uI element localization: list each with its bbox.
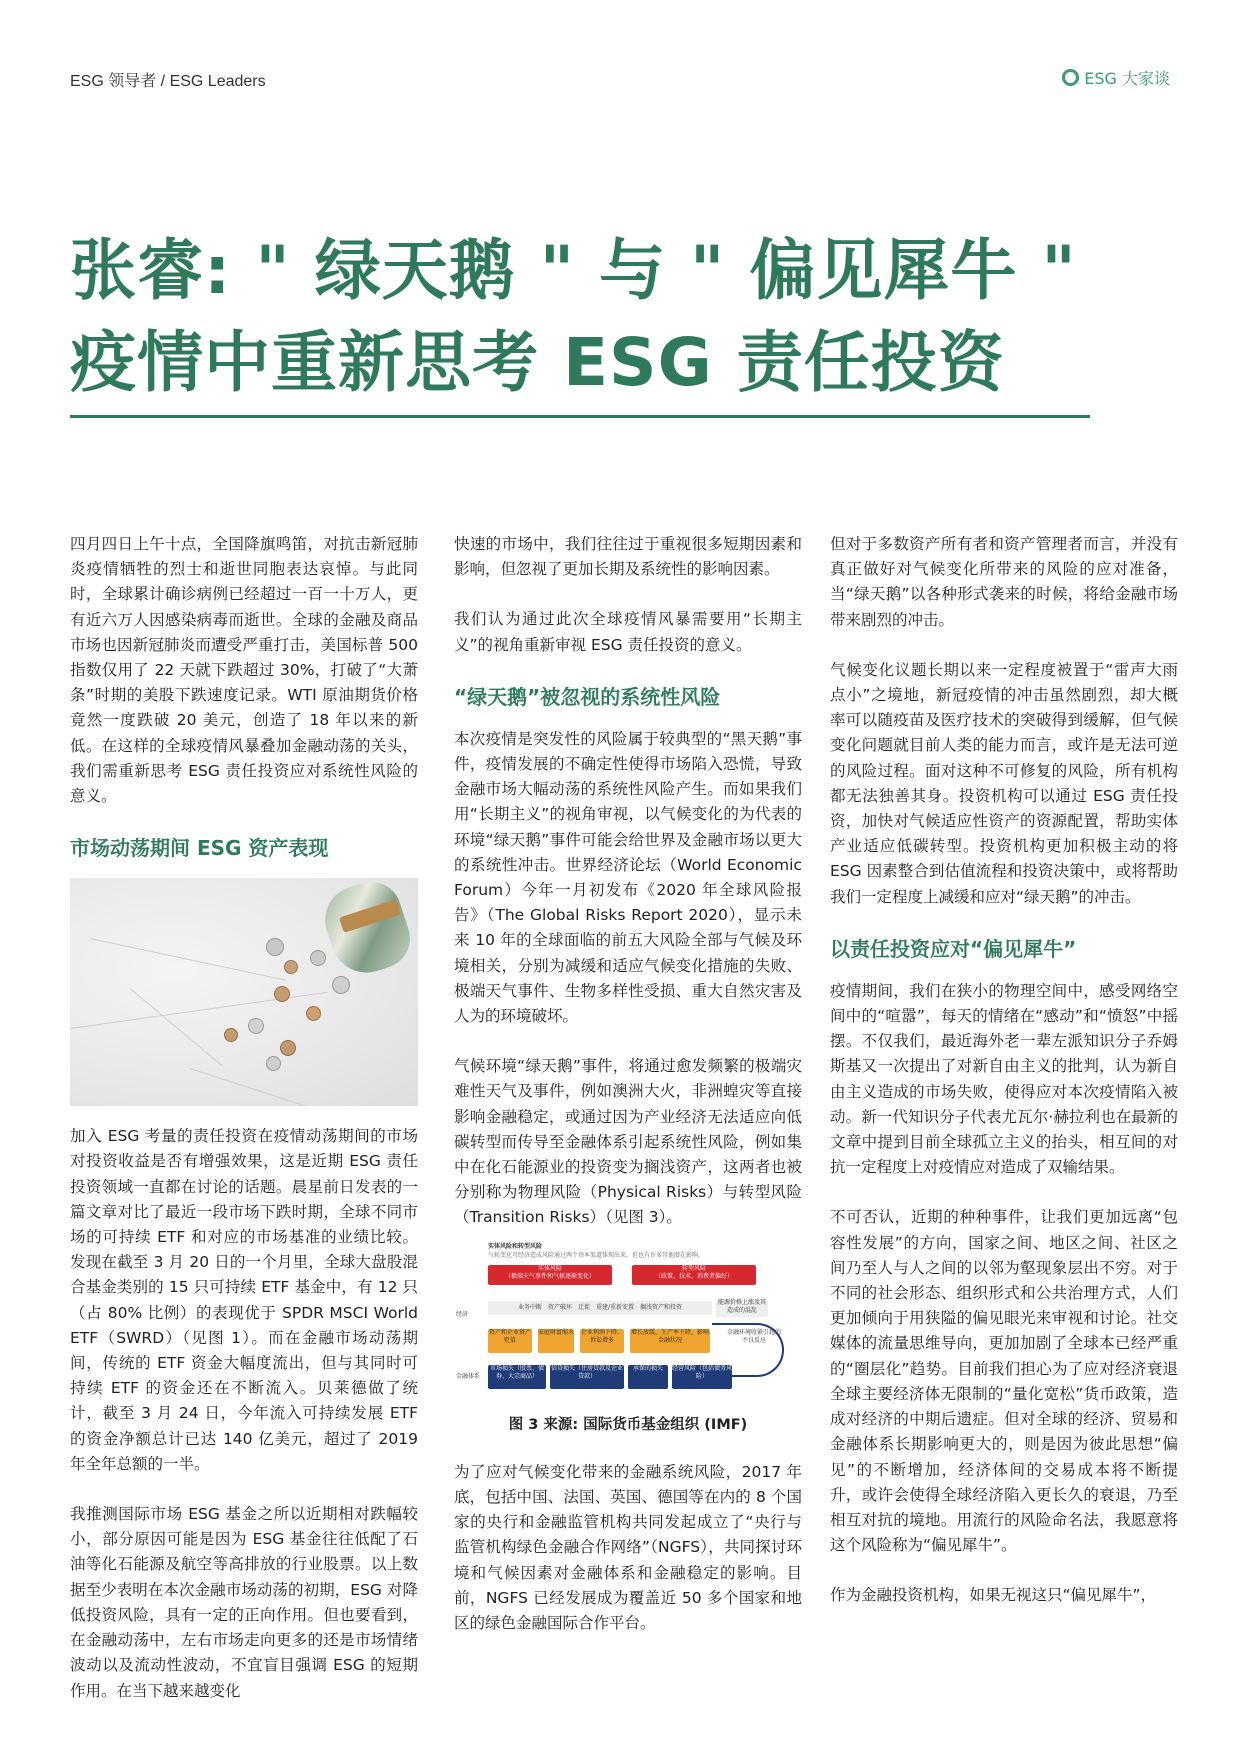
impact-box-4: 增长放缓，生产率下降，影响金融状况 [630,1329,710,1353]
paragraph: 气候变化议题长期以来一定程度被置于“雷声大雨点小”之境地，新冠疫情的冲击虽然剧烈，却大概率可以随疫苗及医疗技术的突破得到缓解，但气候变化问题就目前人类的能力而言，或许是无法可逆的风险过程。面对这种不可修复的风险，所有机构都无法独善其身。投资机构可以通过 ESG 责任投资，加快对气候适应性资产的资源配置，帮助实体产业适应低碳转型。投资机构更加积极主动的将 ESG 因素整合到估值流程和投资决策中，或将帮助我们一定程度上减缓和应对“绿天鹅”的冲击。 [830,660,1178,906]
title-divider [70,415,1090,418]
figure-caption: 图 3 来源: 国际货币基金组织 (IMF) [508,1416,748,1433]
finance-box-1: 市场损失（股票、债券、大宗商品） [488,1365,546,1389]
paragraph: 加入 ESG 考量的责任投资在疫情动荡期间的市场对投资收益是否有增强效果，这是近期 ESG 责任投资领域一直都在讨论的话题。晨星前日发表的一篇文章对比了最近一段市场下跌时期，全球不同市场的可持续 ETF 和对应的市场基准的业绩比较。发现在截至 3 月 20 日的一个月里，全球大盘股混合基金类别的 15 只可持续 ETF 基金中，有 12 只（占 80% 比例）的表现优于 SPDR MSCI World ETF（SWRD）（见图 1）。而在金融市场动荡期间，传统的 ETF 资金大幅度流出，但与其同时可持续 ETF 的资金还在不断流入。贝莱德做了统计，截至 3 月 24 日，今年流入可持续发展 ETF 的资金净额总计已达 140 亿美元，超过了 2019 年全年总额的一半。 [70,1127,418,1473]
section-heading: “绿天鹅”被忽视的系统性风险 [454,684,721,709]
header-section-label: ESG 领导者 / ESG Leaders [70,73,266,90]
paragraph: 但对于多数资产所有者和资产管理者而言，并没有真正做好对气候变化所带来的风险的应对准备，当“绿天鹅”以各种形式袭来的时候，将给金融市场带来剧烈的冲击。 [830,535,1178,629]
paragraph: 四月四日上午十点，全国降旗鸣笛，对抗击新冠肺炎疫情牺牲的烈士和逝世同胞表达哀悼。与此同时，全球累计确诊病例已经超过一百一十万人，更有近六万人因感染病毒而逝世。全球的金融及商品市场也因新冠肺炎而遭受严重打击，美国标普 500 指数仅用了 22 天就下跌超过 30%，打破了“大萧条”时期的美股下跌速度记录。WTI 原油期货价格竟然一度跌破 20 美元，创造了 18 年以来的新低。在这样的全球疫情风暴叠加金融动荡的关头，我们需重新思考 ESG 责任投资应对系统性风险的意义。 [70,535,418,806]
paragraph: 本次疫情是突发性的风险属于较典型的“黑天鹅”事件，疫情发展的不确定性使得市场陷入恐慌，导致金融市场大幅动荡的系统性风险产生。而如果我们用“长期主义”的视角审视，以气候变化的为代表的环境“绿天鹅”事件可能会给世界及金融市场以更大的系统性冲击。世界经济论坛（World Economic Forum）今年一月初发布《2020 年全球风险报告》（The Global Risks Report 2020），显示未来 10 年的全球面临的前五大风险全部与气候及环境相关，分别为减缓和适应气候变化措施的失败、极端天气事件、生物多样性受损、重大自然灾害及人为的环境破坏。 [454,729,802,1026]
paragraph: 为了应对气候变化带来的金融系统风险，2017 年底，包括中国、法国、英国、德国等在内的 8 个国家的央行和金融监管机构共同发起成立了“央行与监管机构绿色金融合作网络”（NGFS），共同探讨环境和气候因素对金融体系和金融稳定的影响。目前，NGFS 已经发展成为覆盖近 50 多个国家和地区的绿色金融国际合作平台。 [454,1462,802,1633]
finance-box-3: 承保的损失 [628,1365,668,1389]
paragraph: 我们认为通过此次全球疫情风暴需要用“长期主义”的视角重新审视 ESG 责任投资的意义。 [454,610,802,654]
article-title [70,225,1170,409]
impact-box-3: 企业利润下降，诉讼增多 [580,1329,624,1353]
ring-icon [1062,69,1079,86]
paragraph: 快速的市场中，我们往往过于重视很多短期因素和影响，但忽视了更加长期及系统性的影响因素。 [454,535,802,579]
section-heading: 以责任投资应对“偏见犀牛” [830,936,1077,961]
header-column-label [1062,66,1170,89]
column-2 [454,532,802,1661]
figure-3-diagram [454,1241,802,1407]
paragraph: 我推测国际市场 ESG 基金之所以近期相对跌幅较小，部分原因可能是因为 ESG 基金往往低配了石油等化石能源及航空等高排放的行业股票。以上数据至少表明在本次金融市场动荡的初期，ESG 对降低投资风险，具有一定的正向作用。但也要看到，在金融动荡中，左右市场走向更多的还是市场情绪波动以及流动性波动，不宜盲目强调 ESG 的短期作用。在当下越来越变化 [70,1505,418,1700]
column-3 [830,532,1178,1634]
row-label-finance: 金融体系 [456,1372,481,1380]
paragraph: 不可否认，近期的种种事件，让我们更加远离“包容性发展”的方向，国家之间、地区之间、社区之间乃至人与人之间的以邻为壑现象层出不穷。对于不同的社会形态、组织形式和公共治理方式，人们更加倾向于用狭隘的偏见眼光来审视和讨论。社交媒体的流量思维导向，更加加剧了全球本已经严重的“圈层化”趋势。目前我们担心为了应对经济衰退全球主要经济体无限制的“量化宽松”货币政策，造成对经济的中期后遗症。但对全球的经济、贸易和金融体系长期影响更大的，则是因为彼此思想“偏见”的不断增加，经济体间的交易成本将不断提升，或许会使得全球经济陷入更长久的衰退，乃至相互对抗的境地。用流行的风险命名法，我愿意将这个风险称为“偏见犀牛”。 [830,1208,1178,1555]
paragraph: 气候环境“绿天鹅”事件，将通过愈发频繁的极端灾难性天气及事件，例如澳洲大火，非洲蝗灾等直接影响金融稳定，或通过因为产业经济无法适应向低碳转型而传导至金融体系引起系统性风险，例如集中在化石能源业的投资变为搁浅资产，这两者也被分别称为物理风险（Physical Risks）与转型风险（Transition Risks）（见图 3）。 [454,1057,802,1227]
impact-box-1: 资产和企业资产贬值 [488,1329,532,1353]
rolled-banknote [316,878,417,982]
energy-price-box: 能源价格上涨及其造成的混乱 [716,1299,768,1317]
section-heading: 市场动荡期间 ESG 资产表现 [70,836,329,861]
economy-channels: 业务中断 资产破坏 迁徙 重建/重新安置 搁浅资产和投资 [488,1301,712,1315]
title-line-2: 疫情中重新思考 ESG 责任投资 [70,324,1005,401]
transition-risk-box: 转型风险 （政策、技术、消费者偏好） [632,1265,756,1285]
paragraph: 疫情期间，我们在狭小的物理空间中，感受网络空间中的“喧嚣”，每天的情绪在“感动”和“愤怒”中摇摆。不仅我们，最近海外老一辈左派知识分子乔姆斯基又一次提出了对新自由主义的批判，认为新自由主义造成的市场失败，使得应对本次疫情陷入被动。新一代知识分子代表尤瓦尔·赫拉利也在最新的文章中提到目前全球孤立主义的抬头，相互间的对抗一定程度上对疫情应对造成了双输结果。 [830,981,1178,1177]
finance-box-2: 信贷损失（住房贷款及企业贷款） [550,1365,624,1389]
column-1 [70,532,418,1729]
header-column-text: ESG 大家谈 [1084,69,1170,88]
physical-risk-box: 实体风险 （极端天气事件和气候逐渐变化） [488,1265,612,1285]
coins-and-money-photo [70,878,418,1106]
feedback-note: 金融环境收紧引起的不良反应 [726,1328,781,1344]
paragraph: 作为金融投资机构，如果无视这只“偏见犀牛”， [830,1586,1157,1605]
title-line-1: 张睿: " 绿天鹅 " 与 " 偏见犀牛 " [70,232,1077,309]
row-label-economy: 经济 [456,1310,469,1318]
figure-title: 实体风险和转型风险 [488,1242,543,1250]
finance-box-4: 经营风险（包括债务风险） [672,1365,732,1389]
impact-box-2: 家庭财富缩水 [538,1329,574,1353]
figure-subtitle: 气候变化可经济造成风险通过两个基本渠道体现出来。但也有许多其他潜在影响。 [488,1251,705,1259]
